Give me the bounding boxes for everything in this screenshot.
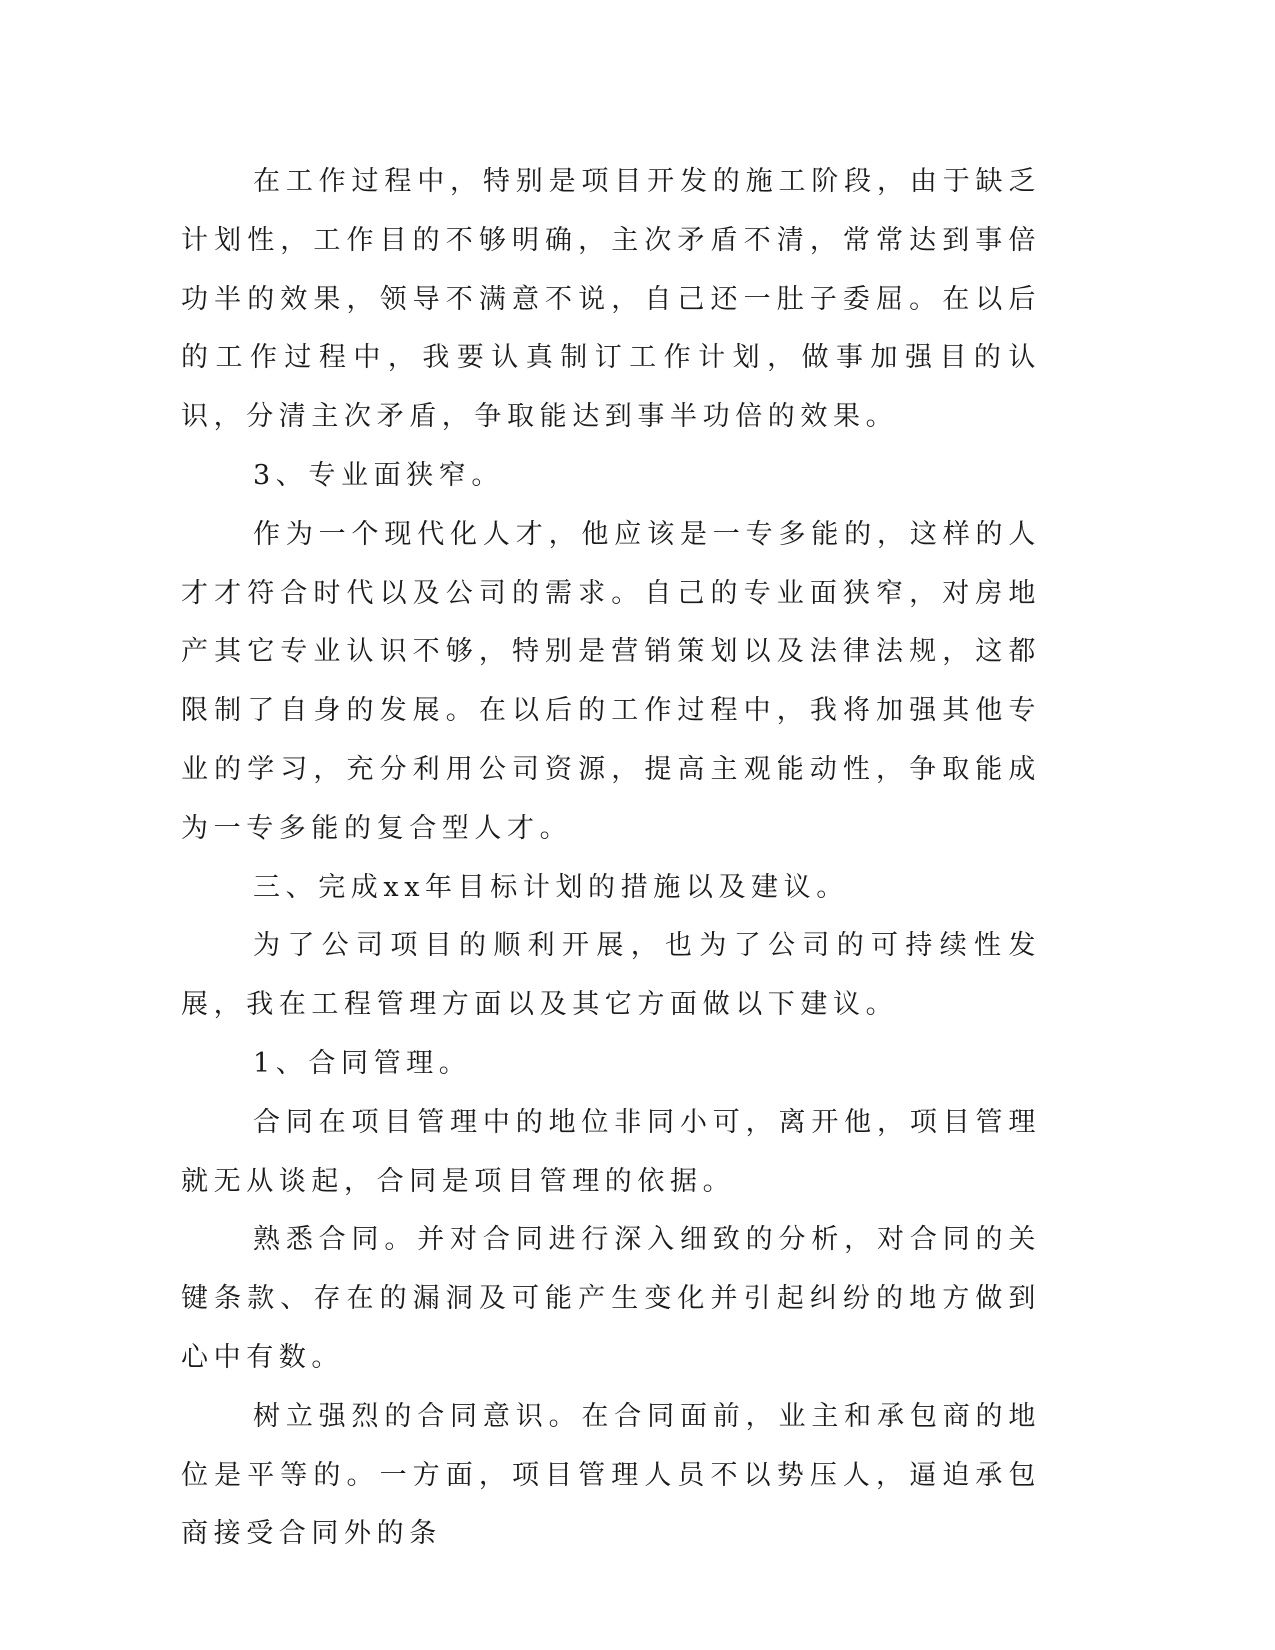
document-body [181,153,1041,1564]
paragraph-contract-awareness: 树立强烈的合同意识。在合同面前，业主和承包商的地位是平等的。一方面，项目管理人员不以势压人，逼迫承包商接受合同外的条 [181,1400,1041,1550]
heading-section-three: 三、完成xx年目标计划的措施以及建议。 [253,871,849,903]
paragraph-contract-importance: 合同在项目管理中的地位非同小可，离开他，项目管理就无从谈起，合同是项目管理的依据。 [181,1106,1041,1197]
paragraph-know-contract: 熟悉合同。并对合同进行深入细致的分析，对合同的关键条款、存在的漏洞及可能产生变化并引起纠纷的地方做到心中有数。 [181,1224,1041,1373]
paragraph-planning: 在工作过程中，特别是项目开发的施工阶段，由于缺乏计划性，工作目的不够明确，主次矛盾不清，常常达到事倍功半的效果，领导不满意不说，自己还一肚子委屈。在以后的工作过程中，我要认真制订工作计划，做事加强目的认识，分清主次矛盾，争取能达到事半功倍的效果。 [181,166,1041,433]
paragraph-suggestions-intro: 为了公司项目的顺利开展，也为了公司的可持续性发展，我在工程管理方面以及其它方面做以下建议。 [181,930,1041,1021]
heading-contract-management: 1、合同管理。 [253,1047,472,1079]
heading-narrow-specialty: 3、专业面狭窄。 [253,459,504,491]
paragraph-specialty: 作为一个现代化人才，他应该是一专多能的，这样的人才才符合时代以及公司的需求。自己的专业面狭窄，对房地产其它专业认识不够，特别是营销策划以及法律法规，这都限制了自身的发展。在以后的工作过程中，我将加强其他专业的学习，充分利用公司资源，提高主观能动性，争取能成为一专多能的复合型人才。 [181,518,1041,844]
